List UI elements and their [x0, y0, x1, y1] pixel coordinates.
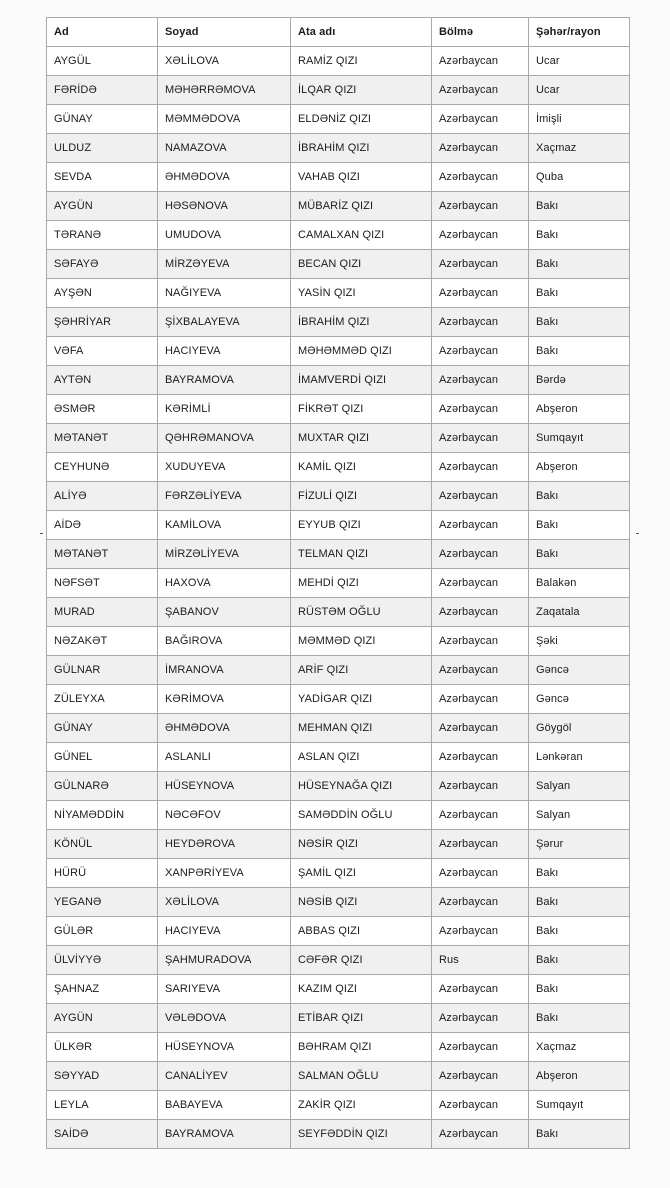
cell-section: Azərbaycan	[432, 743, 529, 772]
cell-patronymic: SEYFƏDDİN QIZI	[291, 1120, 432, 1149]
cell-city: Bərdə	[529, 366, 630, 395]
cell-first-name: FƏRİDƏ	[47, 76, 158, 105]
cell-patronymic: CAMALXAN QIZI	[291, 221, 432, 250]
cell-first-name: ŞAHNAZ	[47, 975, 158, 1004]
cell-first-name: AYŞƏN	[47, 279, 158, 308]
cell-patronymic: MEHMAN QIZI	[291, 714, 432, 743]
cell-section: Azərbaycan	[432, 1004, 529, 1033]
cell-section: Azərbaycan	[432, 279, 529, 308]
cell-first-name: AYGÜN	[47, 192, 158, 221]
cell-surname: XƏLİLOVA	[158, 47, 291, 76]
cell-patronymic: İBRAHİM QIZI	[291, 134, 432, 163]
cell-section: Azərbaycan	[432, 395, 529, 424]
cell-section: Azərbaycan	[432, 511, 529, 540]
cell-surname: FƏRZƏLİYEVA	[158, 482, 291, 511]
cell-surname: SARIYEVA	[158, 975, 291, 1004]
cell-surname: MƏHƏRRƏMOVA	[158, 76, 291, 105]
table-row	[47, 337, 630, 366]
cell-surname: İMRANOVA	[158, 656, 291, 685]
cell-section: Azərbaycan	[432, 685, 529, 714]
cell-section: Azərbaycan	[432, 308, 529, 337]
table-row	[47, 656, 630, 685]
cell-city: Bakı	[529, 308, 630, 337]
cell-city: İmişli	[529, 105, 630, 134]
cell-section: Azərbaycan	[432, 1062, 529, 1091]
cell-section: Azərbaycan	[432, 888, 529, 917]
table-row	[47, 424, 630, 453]
cell-patronymic: FİKRƏT QIZI	[291, 395, 432, 424]
cell-section: Azərbaycan	[432, 1033, 529, 1062]
cell-city: Bakı	[529, 975, 630, 1004]
cell-first-name: HÜRÜ	[47, 859, 158, 888]
table-row	[47, 917, 630, 946]
cell-patronymic: MƏHƏMMƏD QIZI	[291, 337, 432, 366]
cell-first-name: AYGÜN	[47, 1004, 158, 1033]
table-row	[47, 366, 630, 395]
cell-first-name: AİDƏ	[47, 511, 158, 540]
document-page	[46, 17, 629, 1149]
cell-first-name: CEYHUNƏ	[47, 453, 158, 482]
cell-city: Bakı	[529, 946, 630, 975]
cell-surname: ŞAHMURADOVA	[158, 946, 291, 975]
cell-surname: BAYRAMOVA	[158, 366, 291, 395]
cell-surname: UMUDOVA	[158, 221, 291, 250]
cell-first-name: GÜNEL	[47, 743, 158, 772]
cell-patronymic: VAHAB QIZI	[291, 163, 432, 192]
table-row	[47, 1004, 630, 1033]
cell-section: Azərbaycan	[432, 192, 529, 221]
cell-surname: BAĞIROVA	[158, 627, 291, 656]
cell-patronymic: SAMƏDDİN OĞLU	[291, 801, 432, 830]
header-row	[47, 18, 630, 47]
cell-city: Bakı	[529, 337, 630, 366]
cell-city: Sumqayıt	[529, 424, 630, 453]
table-row	[47, 859, 630, 888]
cell-city: Salyan	[529, 772, 630, 801]
cell-surname: ŞABANOV	[158, 598, 291, 627]
cell-city: Bakı	[529, 221, 630, 250]
student-list-table	[46, 17, 630, 1149]
cell-surname: BABAYEVA	[158, 1091, 291, 1120]
cell-city: Şərur	[529, 830, 630, 859]
cell-patronymic: ABBAS QIZI	[291, 917, 432, 946]
cell-first-name: ZÜLEYXA	[47, 685, 158, 714]
cell-first-name: ALİYƏ	[47, 482, 158, 511]
cell-first-name: SƏFAYƏ	[47, 250, 158, 279]
table-body	[47, 47, 630, 1149]
cell-section: Azərbaycan	[432, 598, 529, 627]
cell-patronymic: CƏFƏR QIZI	[291, 946, 432, 975]
cell-city: Bakı	[529, 859, 630, 888]
table-row	[47, 482, 630, 511]
table-row	[47, 627, 630, 656]
cell-surname: KƏRİMLİ	[158, 395, 291, 424]
cell-patronymic: KAMİL QIZI	[291, 453, 432, 482]
cell-surname: ŞİXBALAYEVA	[158, 308, 291, 337]
cell-surname: VƏLƏDOVA	[158, 1004, 291, 1033]
cell-city: Ucar	[529, 76, 630, 105]
cell-city: Abşeron	[529, 453, 630, 482]
cell-first-name: KÖNÜL	[47, 830, 158, 859]
header-section: Bölmə	[432, 18, 529, 47]
cell-section: Rus	[432, 946, 529, 975]
table-row	[47, 714, 630, 743]
table-header	[47, 18, 630, 47]
page-edge-mark-left	[40, 533, 43, 534]
header-first-name: Ad	[47, 18, 158, 47]
cell-section: Azərbaycan	[432, 1120, 529, 1149]
cell-city: Ucar	[529, 47, 630, 76]
cell-section: Azərbaycan	[432, 1091, 529, 1120]
cell-patronymic: RÜSTƏM OĞLU	[291, 598, 432, 627]
cell-city: Bakı	[529, 279, 630, 308]
cell-section: Azərbaycan	[432, 424, 529, 453]
cell-city: Salyan	[529, 801, 630, 830]
cell-first-name: GÜLNAR	[47, 656, 158, 685]
cell-patronymic: TELMAN QIZI	[291, 540, 432, 569]
cell-city: Göygöl	[529, 714, 630, 743]
cell-patronymic: MUXTAR QIZI	[291, 424, 432, 453]
cell-patronymic: NƏSİR QIZI	[291, 830, 432, 859]
cell-surname: HACIYEVA	[158, 337, 291, 366]
cell-first-name: MURAD	[47, 598, 158, 627]
cell-patronymic: ETİBAR QIZI	[291, 1004, 432, 1033]
cell-city: Xaçmaz	[529, 134, 630, 163]
table-row	[47, 511, 630, 540]
cell-section: Azərbaycan	[432, 917, 529, 946]
table-row	[47, 192, 630, 221]
cell-patronymic: ARİF QIZI	[291, 656, 432, 685]
cell-patronymic: MEHDİ QIZI	[291, 569, 432, 598]
cell-city: Zaqatala	[529, 598, 630, 627]
cell-patronymic: NƏSİB QIZI	[291, 888, 432, 917]
cell-surname: KAMİLOVA	[158, 511, 291, 540]
table-row	[47, 163, 630, 192]
cell-first-name: SƏYYAD	[47, 1062, 158, 1091]
cell-section: Azərbaycan	[432, 830, 529, 859]
cell-city: Abşeron	[529, 395, 630, 424]
cell-surname: BAYRAMOVA	[158, 1120, 291, 1149]
cell-city: Bakı	[529, 511, 630, 540]
cell-patronymic: İBRAHİM QIZI	[291, 308, 432, 337]
cell-first-name: LEYLA	[47, 1091, 158, 1120]
table-row	[47, 743, 630, 772]
cell-patronymic: ŞAMİL QIZI	[291, 859, 432, 888]
cell-surname: HACIYEVA	[158, 917, 291, 946]
cell-patronymic: EYYUB QIZI	[291, 511, 432, 540]
cell-section: Azərbaycan	[432, 482, 529, 511]
cell-surname: HAXOVA	[158, 569, 291, 598]
cell-city: Bakı	[529, 192, 630, 221]
table-row	[47, 453, 630, 482]
cell-surname: HEYDƏROVA	[158, 830, 291, 859]
cell-section: Azərbaycan	[432, 105, 529, 134]
cell-surname: NAĞIYEVA	[158, 279, 291, 308]
cell-section: Azərbaycan	[432, 76, 529, 105]
cell-first-name: GÜNAY	[47, 714, 158, 743]
cell-patronymic: KAZIM QIZI	[291, 975, 432, 1004]
cell-surname: KƏRİMOVA	[158, 685, 291, 714]
cell-patronymic: ELDƏNİZ QIZI	[291, 105, 432, 134]
cell-section: Azərbaycan	[432, 714, 529, 743]
cell-first-name: YEGANƏ	[47, 888, 158, 917]
cell-city: Şəki	[529, 627, 630, 656]
cell-first-name: NƏFSƏT	[47, 569, 158, 598]
cell-section: Azərbaycan	[432, 801, 529, 830]
cell-section: Azərbaycan	[432, 337, 529, 366]
table-row	[47, 598, 630, 627]
cell-surname: HƏSƏNOVA	[158, 192, 291, 221]
table-row	[47, 801, 630, 830]
table-row	[47, 1091, 630, 1120]
table-row	[47, 395, 630, 424]
cell-patronymic: ZAKİR QIZI	[291, 1091, 432, 1120]
cell-city: Bakı	[529, 917, 630, 946]
cell-surname: ASLANLI	[158, 743, 291, 772]
cell-surname: HÜSEYNOVA	[158, 772, 291, 801]
cell-first-name: MƏTANƏT	[47, 540, 158, 569]
cell-patronymic: FİZULİ QIZI	[291, 482, 432, 511]
header-city: Şəhər/rayon	[529, 18, 630, 47]
cell-first-name: ÜLVİYYƏ	[47, 946, 158, 975]
cell-patronymic: BƏHRAM QIZI	[291, 1033, 432, 1062]
table-row	[47, 946, 630, 975]
cell-surname: XƏLİLOVA	[158, 888, 291, 917]
cell-first-name: ŞƏHRİYAR	[47, 308, 158, 337]
cell-surname: QƏHRƏMANOVA	[158, 424, 291, 453]
cell-city: Bakı	[529, 1120, 630, 1149]
cell-surname: ƏHMƏDOVA	[158, 163, 291, 192]
cell-surname: MİRZƏLİYEVA	[158, 540, 291, 569]
cell-section: Azərbaycan	[432, 221, 529, 250]
table-row	[47, 134, 630, 163]
cell-city: Gəncə	[529, 656, 630, 685]
cell-section: Azərbaycan	[432, 366, 529, 395]
cell-section: Azərbaycan	[432, 975, 529, 1004]
table-row	[47, 888, 630, 917]
cell-first-name: SEVDA	[47, 163, 158, 192]
cell-patronymic: YADİGAR QIZI	[291, 685, 432, 714]
table-row	[47, 685, 630, 714]
cell-surname: CANALİYEV	[158, 1062, 291, 1091]
cell-patronymic: BECAN QIZI	[291, 250, 432, 279]
table-row	[47, 975, 630, 1004]
cell-section: Azərbaycan	[432, 656, 529, 685]
cell-city: Xaçmaz	[529, 1033, 630, 1062]
cell-first-name: VƏFA	[47, 337, 158, 366]
cell-city: Gəncə	[529, 685, 630, 714]
cell-first-name: SAİDƏ	[47, 1120, 158, 1149]
table-row	[47, 105, 630, 134]
page-edge-mark-right	[636, 533, 639, 534]
cell-section: Azərbaycan	[432, 772, 529, 801]
table-row	[47, 569, 630, 598]
cell-city: Bakı	[529, 1004, 630, 1033]
cell-city: Bakı	[529, 482, 630, 511]
cell-surname: NAMAZOVA	[158, 134, 291, 163]
cell-patronymic: İLQAR QIZI	[291, 76, 432, 105]
cell-first-name: NƏZAKƏT	[47, 627, 158, 656]
table-row	[47, 540, 630, 569]
cell-first-name: ULDUZ	[47, 134, 158, 163]
cell-city: Sumqayıt	[529, 1091, 630, 1120]
cell-patronymic: MÜBARİZ QIZI	[291, 192, 432, 221]
cell-section: Azərbaycan	[432, 453, 529, 482]
cell-patronymic: SALMAN OĞLU	[291, 1062, 432, 1091]
table-row	[47, 830, 630, 859]
cell-section: Azərbaycan	[432, 250, 529, 279]
header-patronymic: Ata adı	[291, 18, 432, 47]
cell-surname: XUDUYEVA	[158, 453, 291, 482]
cell-first-name: ÜLKƏR	[47, 1033, 158, 1062]
cell-city: Abşeron	[529, 1062, 630, 1091]
cell-city: Quba	[529, 163, 630, 192]
cell-section: Azərbaycan	[432, 859, 529, 888]
cell-city: Bakı	[529, 250, 630, 279]
table-row	[47, 47, 630, 76]
cell-section: Azərbaycan	[432, 134, 529, 163]
table-row	[47, 1062, 630, 1091]
table-row	[47, 279, 630, 308]
cell-first-name: ƏSMƏR	[47, 395, 158, 424]
cell-patronymic: ASLAN QIZI	[291, 743, 432, 772]
cell-patronymic: YASİN QIZI	[291, 279, 432, 308]
cell-surname: MƏMMƏDOVA	[158, 105, 291, 134]
cell-surname: XANPƏRİYEVA	[158, 859, 291, 888]
cell-patronymic: HÜSEYNAĞA QIZI	[291, 772, 432, 801]
table-row	[47, 772, 630, 801]
cell-surname: NƏCƏFOV	[158, 801, 291, 830]
cell-surname: MİRZƏYEVA	[158, 250, 291, 279]
header-surname: Soyad	[158, 18, 291, 47]
cell-first-name: AYGÜL	[47, 47, 158, 76]
cell-first-name: NİYAMƏDDİN	[47, 801, 158, 830]
table-row	[47, 221, 630, 250]
cell-section: Azərbaycan	[432, 163, 529, 192]
table-row	[47, 76, 630, 105]
cell-section: Azərbaycan	[432, 47, 529, 76]
cell-patronymic: İMAMVERDİ QIZI	[291, 366, 432, 395]
cell-patronymic: RAMİZ QIZI	[291, 47, 432, 76]
table-row	[47, 308, 630, 337]
cell-first-name: AYTƏN	[47, 366, 158, 395]
cell-city: Lənkəran	[529, 743, 630, 772]
cell-section: Azərbaycan	[432, 569, 529, 598]
table-row	[47, 250, 630, 279]
cell-first-name: MƏTANƏT	[47, 424, 158, 453]
cell-city: Bakı	[529, 888, 630, 917]
cell-section: Azərbaycan	[432, 627, 529, 656]
cell-first-name: GÜLNARƏ	[47, 772, 158, 801]
cell-surname: HÜSEYNOVA	[158, 1033, 291, 1062]
cell-section: Azərbaycan	[432, 540, 529, 569]
cell-city: Bakı	[529, 540, 630, 569]
table-row	[47, 1120, 630, 1149]
table-row	[47, 1033, 630, 1062]
cell-patronymic: MƏMMƏD QIZI	[291, 627, 432, 656]
cell-first-name: GÜLƏR	[47, 917, 158, 946]
cell-first-name: TƏRANƏ	[47, 221, 158, 250]
cell-city: Balakən	[529, 569, 630, 598]
cell-surname: ƏHMƏDOVA	[158, 714, 291, 743]
cell-first-name: GÜNAY	[47, 105, 158, 134]
